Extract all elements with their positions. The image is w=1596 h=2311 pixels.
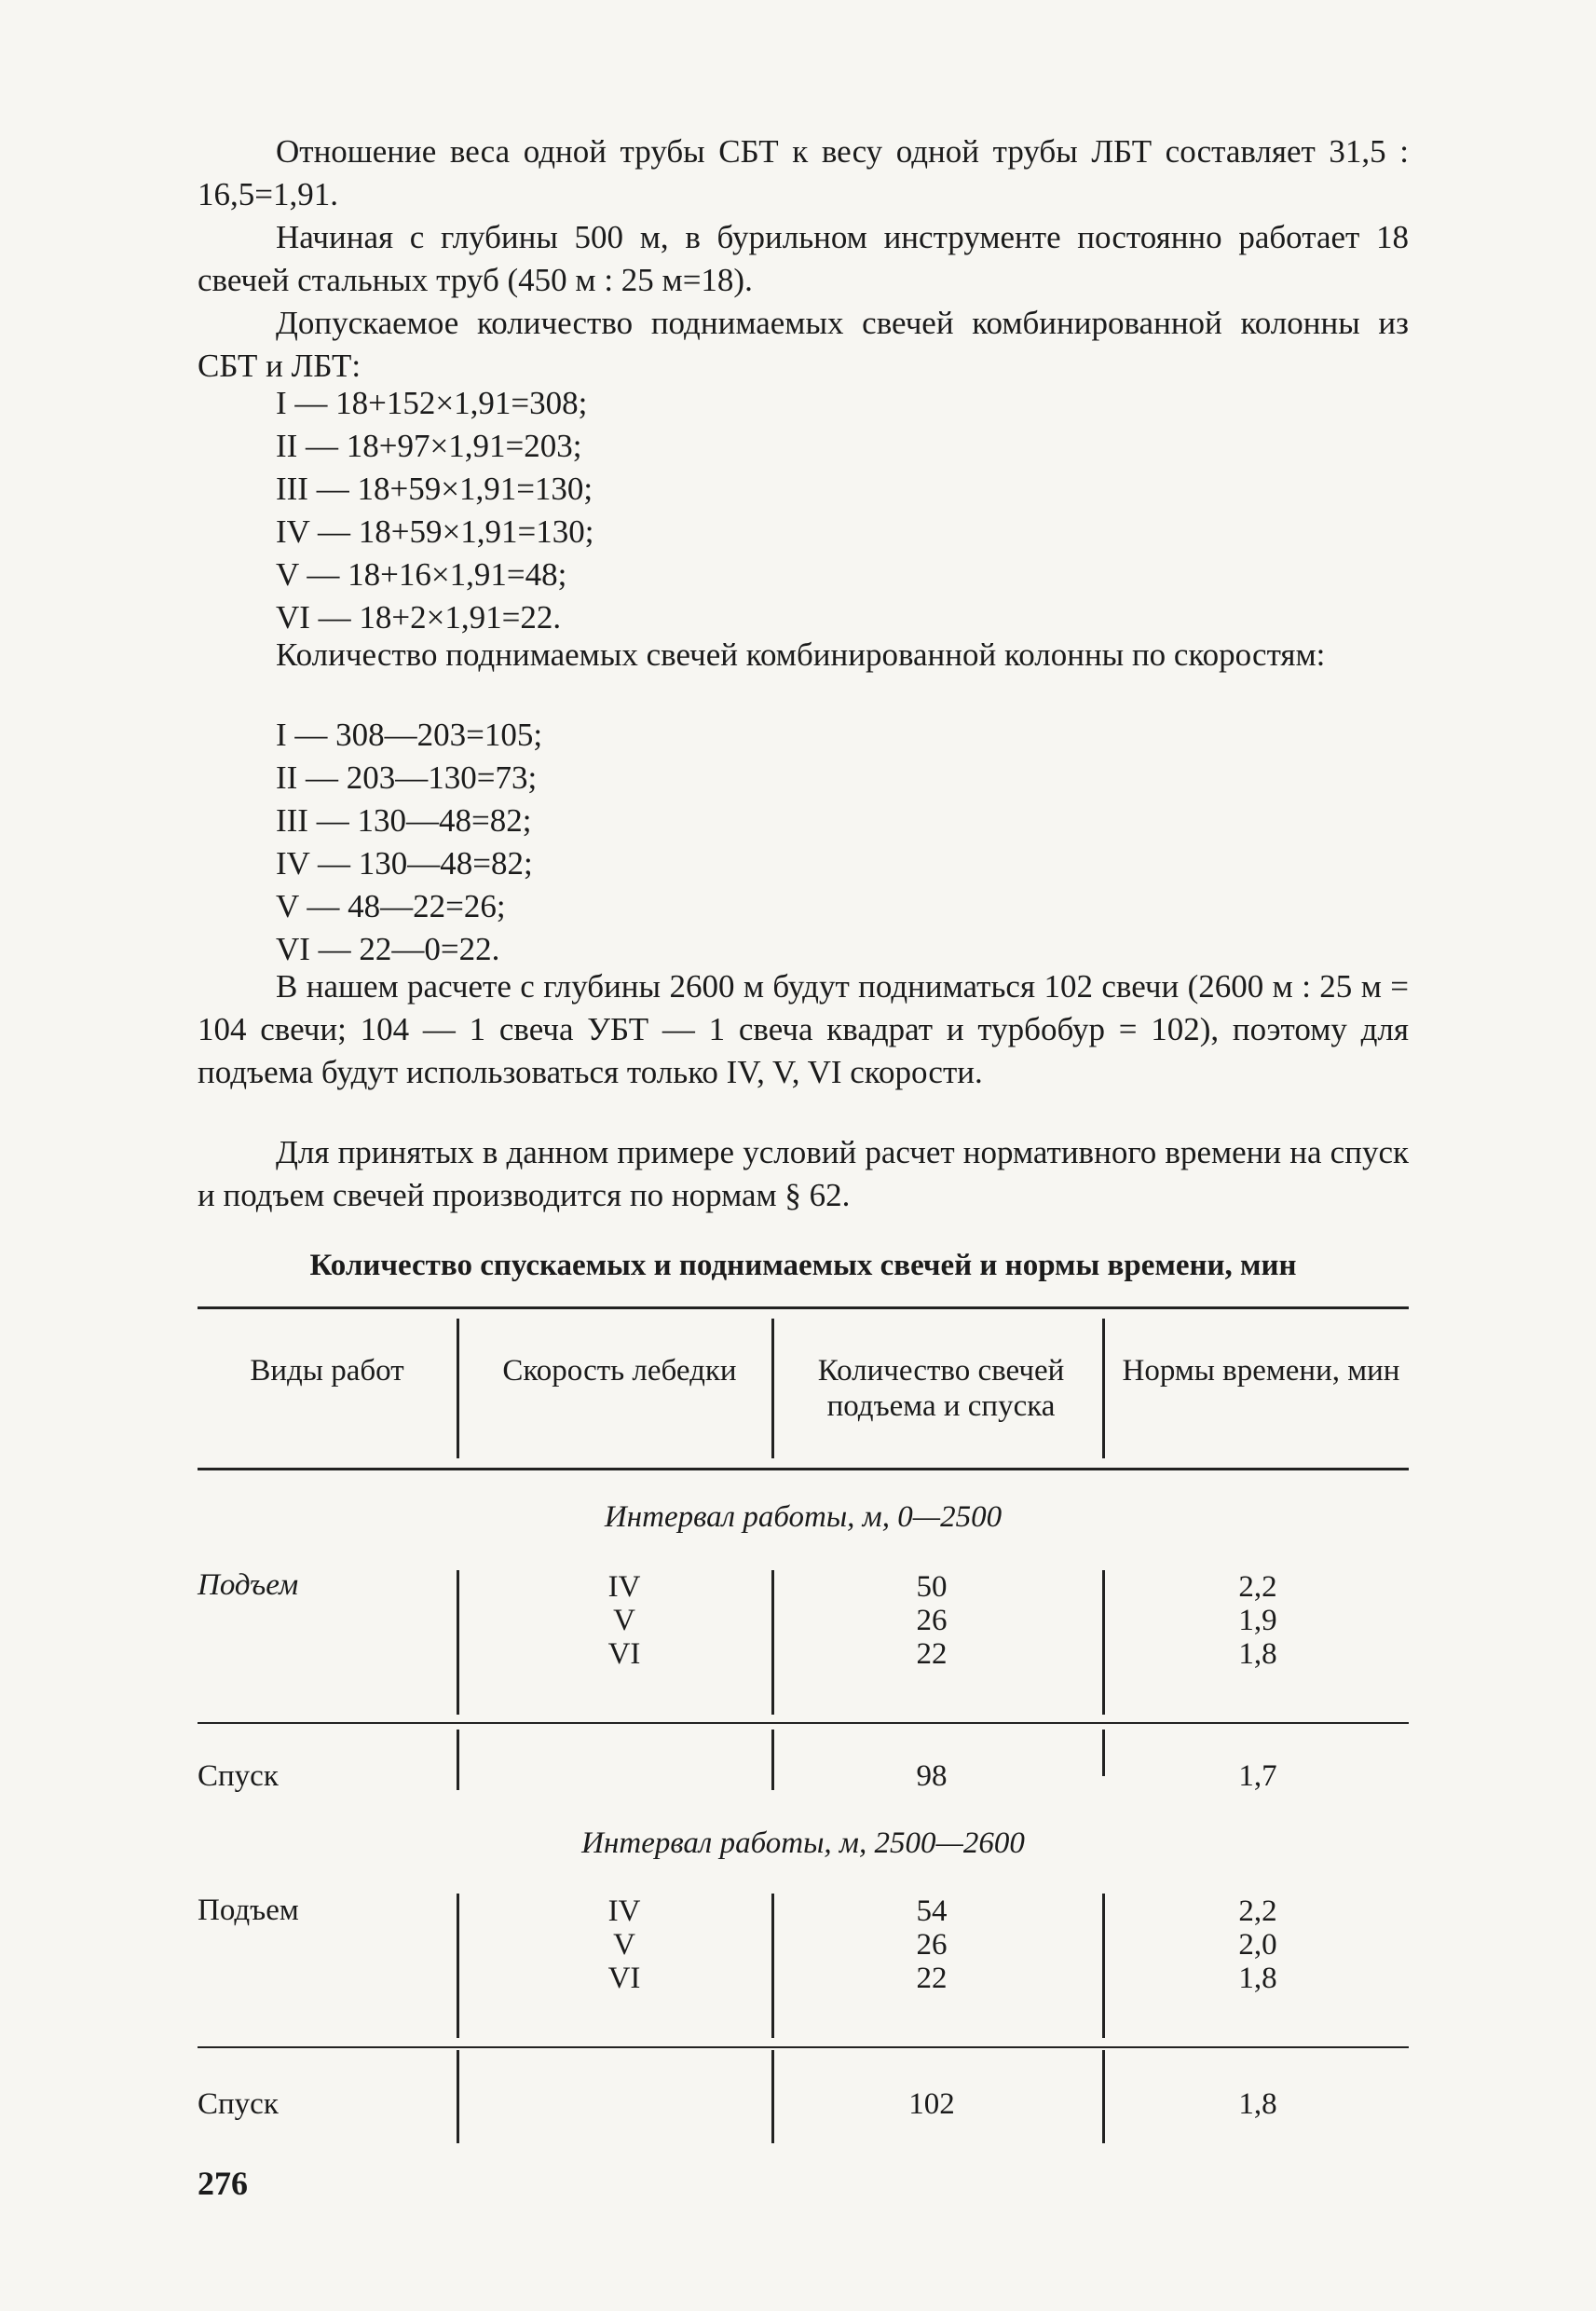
work-type-descent: Спуск — [198, 1759, 279, 1793]
paragraph-weight-ratio: Отношение веса одной трубы СБТ к весу одной трубы ЛБТ составляет 31,5 : 16,5=1,91. — [198, 133, 1409, 212]
norm-cell: 1,7 — [1238, 1759, 1277, 1793]
paragraph-steel-stands: Начиная с глубины 500 м, в бурильном инструменте постоянно работает 18 свечей стальных труб (450 м : 25 м=18). — [198, 219, 1409, 298]
count-cell: 50 — [916, 1570, 948, 1604]
table-divider — [1102, 1894, 1105, 2038]
formula-line: IV — 130—48=82; — [276, 845, 533, 882]
speed-cell: IV — [607, 1570, 641, 1604]
formula-line: III — 18+59×1,91=130; — [276, 471, 593, 507]
formula-line: II — 18+97×1,91=203; — [276, 428, 582, 464]
norm-cell: 1,8 — [1238, 1637, 1277, 1671]
table-divider — [1102, 1319, 1105, 1458]
formula-line: III — 130—48=82; — [276, 802, 532, 839]
table-divider — [457, 1570, 459, 1715]
table-divider — [1102, 1570, 1105, 1715]
formula-line: V — 48—22=26; — [276, 888, 506, 924]
table-divider — [457, 2050, 459, 2143]
table-divider — [1102, 2050, 1105, 2143]
paragraph-speeds: Количество поднимаемых свечей комбинированной колонны по скоростям: — [276, 636, 1326, 673]
formula-line: VI — 18+2×1,91=22. — [276, 599, 562, 636]
table-divider — [771, 1570, 774, 1715]
header-work-type: Виды работ — [250, 1354, 404, 1388]
header-stand-count: Количество свечей подъема и спуска — [817, 1354, 1065, 1423]
formula-line: I — 18+152×1,91=308; — [276, 385, 588, 421]
speed-cell: V — [613, 1604, 635, 1637]
allowed-stands-formulas — [276, 382, 594, 639]
table-divider — [771, 1730, 774, 1790]
table-row-rule — [198, 2046, 1409, 2048]
count-cell: 26 — [916, 1604, 948, 1637]
work-type-lift: Подъем — [198, 1568, 299, 1602]
norm-cell: 2,2 — [1238, 1570, 1277, 1604]
norm-cell: 1,9 — [1238, 1604, 1277, 1637]
paragraph-calculation: В нашем расчете с глубины 2600 м будут подниматься 102 свечи (2600 м : 25 м = 104 свечи; 104 — 1 свеча УБТ — 1 свеча квадрат и турбобур = 102), поэтому для подъема будут использоваться только IV, V, VI скорости. — [198, 968, 1409, 1090]
table-title: Количество спускаемых и поднимаемых свечей и нормы времени, мин — [309, 1249, 1297, 1282]
table-divider — [457, 1319, 459, 1458]
table-divider — [771, 1894, 774, 2038]
count-cell: 98 — [916, 1759, 948, 1793]
table-divider — [457, 1730, 459, 1790]
formula-line: IV — 18+59×1,91=130; — [276, 513, 594, 550]
header-winch-speed: Скорость лебедки — [502, 1354, 737, 1388]
count-cell: 22 — [916, 1962, 948, 1995]
count-cell: 26 — [916, 1928, 948, 1962]
formula-line: II — 203—130=73; — [276, 759, 538, 796]
speed-cell: IV — [607, 1894, 641, 1928]
speed-cell: V — [613, 1928, 635, 1962]
paragraph-allowed-stands: Допускаемое количество поднимаемых свечей комбинированной колонны из СБТ и ЛБТ: — [198, 305, 1409, 384]
work-type-descent: Спуск — [198, 2087, 279, 2121]
norm-cell: 1,8 — [1238, 1962, 1277, 1995]
header-time-norms: Нормы времени, мин — [1122, 1354, 1400, 1388]
formula-line: V — 18+16×1,91=48; — [276, 556, 567, 593]
paragraph-norms: Для принятых в данном примере условий расчет нормативного времени на спуск и подъем свечей производится по нормам § 62. — [198, 1134, 1409, 1213]
count-cell: 102 — [908, 2087, 955, 2121]
speeds-formulas — [276, 714, 542, 971]
speed-cell: VI — [607, 1637, 641, 1671]
interval-label: Интервал работы, м, 0—2500 — [604, 1500, 1003, 1534]
count-cell: 54 — [916, 1894, 948, 1928]
page-number: 276 — [198, 2165, 248, 2202]
norm-cell: 1,8 — [1238, 2087, 1277, 2121]
table-divider — [771, 2050, 774, 2143]
interval-label: Интервал работы, м, 2500—2600 — [581, 1826, 1025, 1860]
table-top-rule — [198, 1306, 1409, 1309]
table-divider — [1102, 1730, 1105, 1776]
work-type-lift: Подъем — [198, 1894, 299, 1927]
table-row-rule — [198, 1722, 1409, 1724]
formula-line: I — 308—203=105; — [276, 717, 543, 753]
norm-cell: 2,0 — [1238, 1928, 1277, 1962]
norm-cell: 2,2 — [1238, 1894, 1277, 1928]
table-divider — [457, 1894, 459, 2038]
formula-line: VI — 22—0=22. — [276, 931, 500, 967]
table-divider — [771, 1319, 774, 1458]
table-header-rule — [198, 1468, 1409, 1470]
speed-cell: VI — [607, 1962, 641, 1995]
count-cell: 22 — [916, 1637, 948, 1671]
